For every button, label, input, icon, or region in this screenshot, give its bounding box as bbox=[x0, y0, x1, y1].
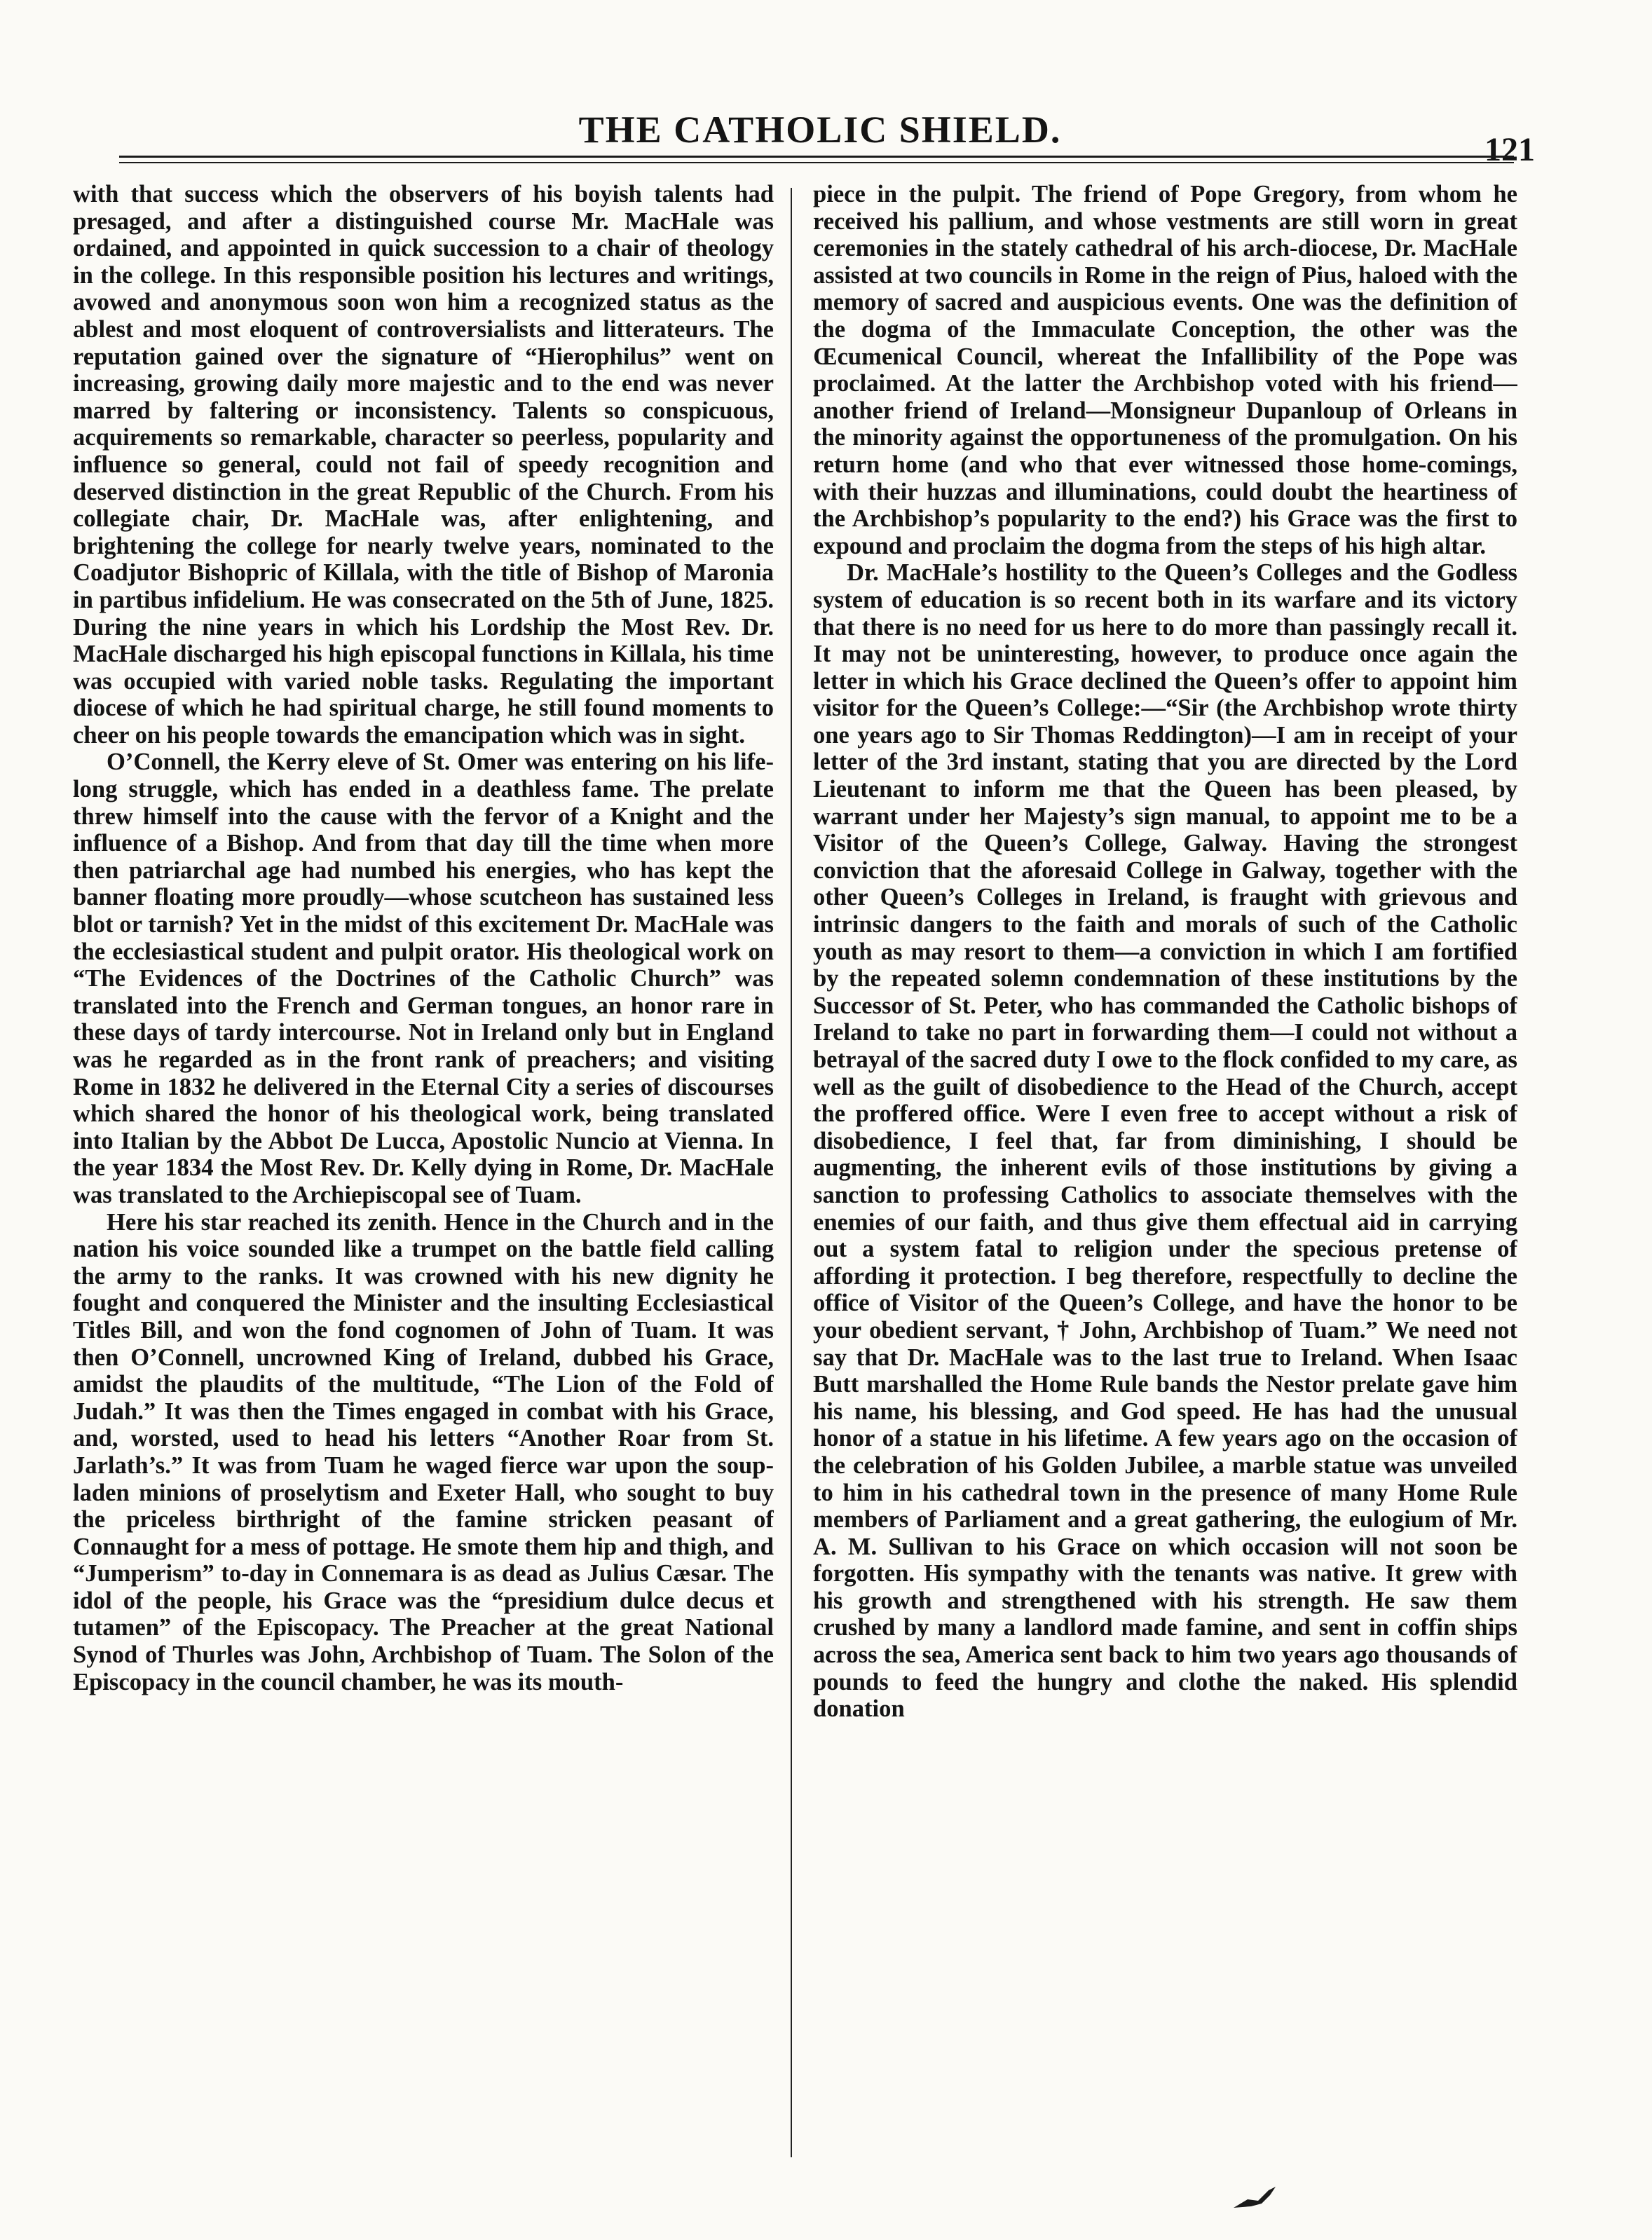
paragraph: with that success which the observers of his boyish talents had presaged, and after a distinguished course Mr. MacHale was ordained, and appointed in quick succession to a chair of theology in the college. In this responsible position his lectures and writings, avowed and anonymous soon won him a recognized status as the ablest and most eloquent of controversialists and litterateurs. The reputation gained over the signature of “Hierophilus” went on increasing, growing daily more majestic and to the end was never marred by faltering or inconsistency. Talents so conspicuous, acquirements so remarkable, character so peerless, popularity and influence so general, could not fail of speedy recognition and deserved distinction in the great Republic of the Church. From his collegiate chair, Dr. MacHale was, after enlightening, and brightening the college for nearly twelve years, nominated to the Coadjutor Bishopric of Killala, with the title of Bishop of Maronia in partibus infidelium. He was consecrated on the 5th of June, 1825. During the nine years in which his Lordship the Most Rev. Dr. MacHale discharged his high episcopal functions in Killala, his time was occupied with varied noble tasks. Regulating the important diocese of which he had spiritual charge, he still found moments to cheer on his people towards the emancipation which was in sight. bbox=[73, 181, 774, 749]
ink-mark-ornament bbox=[1227, 2180, 1283, 2215]
header-rule bbox=[119, 156, 1514, 163]
paragraph: O’Connell, the Kerry eleve of St. Omer was entering on his life-long struggle, which has ended in a deathless fame. The prelate threw himself into the cause with the fervor of a Knight and the influence of a Bishop. And from that day till the time when more then patriarchal age had numbed his energies, who has kept the banner floating more proudly—whose scutcheon has sustained less blot or tarnish? Yet in the midst of this excitement Dr. MacHale was the ecclesiastical student and pulpit orator. His theological work on “The Evidences of the Doctrines of the Catholic Church” was translated into the French and German tongues, an honor rare in these days of tardy intercourse. Not in Ireland only but in England was he regarded as in the front rank of preachers; and visiting Rome in 1832 he delivered in the Eternal City a series of discourses which shared the honor of his theological work, being translated into Italian by the Abbot De Lucca, Apostolic Nuncio at Vienna. In the year 1834 the Most Rev. Dr. Kelly dying in Rome, Dr. MacHale was translated to the Archiepiscopal see of Tuam. bbox=[73, 749, 774, 1208]
column-divider bbox=[791, 188, 792, 2157]
paragraph: piece in the pulpit. The friend of Pope Gregory, from whom he received his pallium, and whose vestments are still worn in great ceremonies in the stately cathedral of his arch-diocese, Dr. MacHale assisted at two councils in Rome in the reign of Pius, haloed with the memory of sacred and auspicious events. One was the definition of the dogma of the Immaculate Conception, the other was the Œcumenical Council, whereat the Infallibility of the Pope was proclaimed. At the latter the Archbishop voted with his friend—another friend of Ireland—Monsigneur Dupanloup of Orleans in the minority against the opportuneness of the promulgation. On his return home (and who that ever witnessed those home-comings, with their huzzas and illuminations, could doubt the heartiness of the Archbishop’s popularity to the end?) his Grace was the first to expound and proclaim the dogma from the steps of his high altar. bbox=[813, 181, 1517, 559]
left-column bbox=[73, 181, 774, 2164]
right-column bbox=[813, 181, 1517, 2164]
page-header bbox=[105, 105, 1535, 168]
paragraph: Here his star reached its zenith. Hence in the Church and in the nation his voice sounded like a trumpet on the battle field calling the army to the ranks. It was crowned with his new dignity he fought and conquered the Minister and the insulting Ecclesiastical Titles Bill, and won the fond cognomen of John of Tuam. It was then O’Connell, uncrowned King of Ireland, dubbed his Grace, amidst the plaudits of the multitude, “The Lion of the Fold of Judah.” It was then the Times engaged in combat with his Grace, and, worsted, used to head his letters “Another Roar from St. Jarlath’s.” It was from Tuam he waged fierce war upon the soup-laden minions of proselytism and Exeter Hall, who sought to buy the priceless birthright of the famine stricken peasant of Connaught for a mess of pottage. He smote them hip and thigh, and “Jumperism” to-day in Connemara is as dead as Julius Cæsar. The idol of the people, his Grace was the “presidium dulce decus et tutamen” of the Episcopacy. The Preacher at the great National Synod of Thurles was John, Archbishop of Tuam. The Solon of the Episcopacy in the council chamber, he was its mouth- bbox=[73, 1208, 774, 1695]
running-title: THE CATHOLIC SHIELD. bbox=[578, 109, 1062, 151]
page-number: 121 bbox=[1484, 131, 1535, 168]
paragraph: Dr. MacHale’s hostility to the Queen’s Colleges and the Godless system of education is so recent both in its warfare and its victory that there is no need for us here to do more than passingly recall it. It may not be uninteresting, however, to produce once again the letter in which his Grace declined the Queen’s offer to appoint him visitor for the Queen’s College:—“Sir (the Archbishop wrote thirty one years ago to Sir Thomas Reddington)—I am in receipt of your letter of the 3rd instant, stating that you are directed by the Lord Lieutenant to inform me that the Queen has been pleased, by warrant under her Majesty’s sign manual, to appoint me to be a Visitor of the Queen’s College, Galway. Having the strongest conviction that the aforesaid College in Galway, together with the other Queen’s Colleges in Ireland, is fraught with grievous and intrinsic dangers to the faith and morals of such of the Catholic youth as may resort to them—a conviction in which I am fortified by the repeated solemn condemnation of these institutions by the Successor of St. Peter, who has commanded the Catholic bishops of Ireland to take no part in forwarding them—I could not without a betrayal of the sacred duty I owe to the flock confided to my care, as well as the guilt of disobedience to the Head of the Church, accept the proffered office. Were I even free to accept without a risk of disobedience, I feel that, far from diminishing, I should be augmenting, the inherent evils of those institutions by giving a sanction to professing Catholics to associate themselves with the enemies of our faith, and thus give them effectual aid in carrying out a system fatal to religion under the specious pretense of affording it protection. I beg therefore, respectfully to decline the office of Visitor of the Queen’s College, and have the honor to be your obedient servant, † John, Archbishop of Tuam.” We need not say that Dr. MacHale was to the last true to Ireland. When Isaac Butt marshalled the Home Rule bands the Nestor prelate gave him his name, his blessing, and God speed. He has had the unusual honor of a statue in his lifetime. A few years ago on the occasion of the celebration of his Golden Jubilee, a marble statue was unveiled to him in his cathedral town in the presence of many Home Rule members of Parliament and a great gathering, the eulogium of Mr. A. M. Sullivan to his Grace on which occasion will not soon be forgotten. His sympathy with the tenants was native. It grew with his growth and strengthened with his strength. He saw them crushed by many a landlord made famine, and sent in coffin ships across the sea, America sent back to him two years ago thousands of pounds to feed the hungry and clothe the naked. His splendid donation bbox=[813, 559, 1517, 1723]
